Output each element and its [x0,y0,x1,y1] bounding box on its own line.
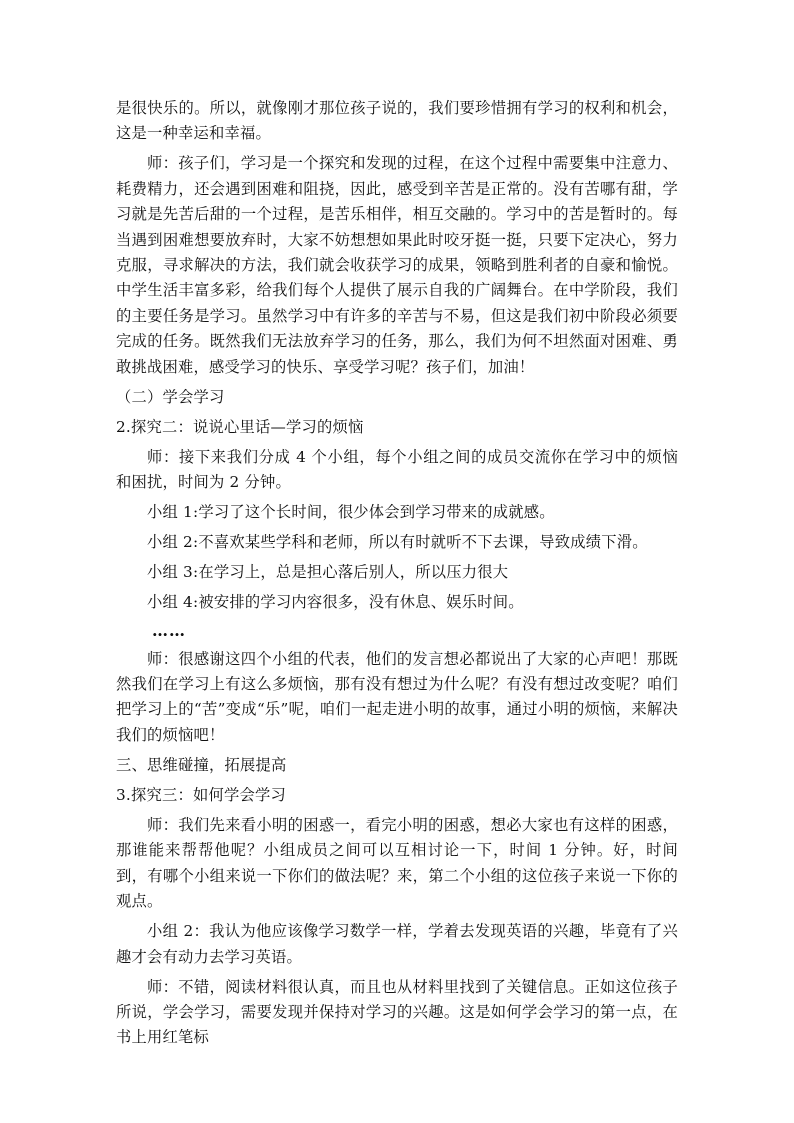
paragraph-teacher-speech-2: 师：接下来我们分成 4 个小组，每个小组之间的成员交流你在学习中的烦恼和困扰，时间为 2 分钟。 [116,447,678,492]
inquiry-heading-3: 3.探究三：如何学会学习 [116,785,286,804]
section-heading-part-three: 三、思维碰撞，拓展提高 [116,755,287,774]
group-2-response: 小组 2:不喜欢某些学科和老师，所以有时就听不下去课，导致成绩下滑。 [147,533,648,552]
paragraph-teacher-speech-5: 师：不错，阅读材料很认真，而且也从材料里找到了关键信息。正如这位孩子所说，学会学习，需要发现并保持对学习的兴趣。这是如何学会学习的第一点，在书上用红笔标 [116,977,678,1047]
paragraph-teacher-speech-1: 师：孩子们，学习是一个探究和发现的过程，在这个过程中需要集中注意力、耗费精力，还会遇到困难和阻挠，因此，感受到辛苦是正常的。没有苦哪有甜，学习就是先苦后甜的一个过程，是苦乐相伴，相互交融的。学习中的苦是暂时的。每当遇到困难想要放弃时，大家不妨想想如果此时咬牙挺一挺，只要下定决心，努力克服，寻求解决的方法，我们就会收获学习的成果，领略到胜利者的自豪和愉悦。中学生活丰富多彩，给我们每个人提供了展示自我的广阔舞台。在中学阶段，我们的主要任务是学习。虽然学习中有许多的辛苦与不易，但这是我们初中阶段必须要完成的任务。既然我们无法放弃学习的任务，那么，我们为何不坦然面对困难、勇敢挑战困难，感受学习的快乐、享受学习呢？孩子们，加油！ [116,154,678,376]
group-1-response: 小组 1:学习了这个长时间，很少体会到学习带来的成就感。 [147,503,555,522]
ellipsis: …… [152,621,186,641]
document-page [116,96,678,1055]
paragraph-teacher-speech-4: 师：我们先来看小明的困惑一，看完小明的困惑，想必大家也有这样的困惑，那谁能来帮帮他呢？小组成员之间可以互相讨论一下，时间 1 分钟。好，时间到，有哪个小组来说一下你们的做法呢？来，第二个小组的这位孩子来说一下你的观点。 [116,815,678,911]
inquiry-heading-2: 2.探究二：说说心里话—学习的烦恼 [116,417,364,436]
group-3-response: 小组 3:在学习上，总是担心落后别人，所以压力很大 [147,563,509,582]
paragraph-teacher-speech-3: 师：很感谢这四个小组的代表，他们的发言想必都说出了大家的心声吧！那既然我们在学习上有这么多烦恼，那有没有想过为什么呢？有没有想过改变呢？咱们把学习上的“苦”变成“乐”呢，咱们一起走进小明的故事，通过小明的烦恼，来解决我们的烦恼吧！ [116,649,678,744]
section-heading-learn-to-learn: （二）学会学习 [116,387,225,406]
group-2-answer: 小组 2：我认为他应该像学习数学一样，学着去发现英语的兴趣，毕竟有了兴趣才会有动力去学习英语。 [116,922,678,966]
paragraph-continuation: 是很快乐的。所以，就像刚才那位孩子说的，我们要珍惜拥有学习的权利和机会，这是一种幸运和幸福。 [116,99,678,143]
group-4-response: 小组 4:被安排的学习内容很多，没有休息、娱乐时间。 [147,593,524,612]
